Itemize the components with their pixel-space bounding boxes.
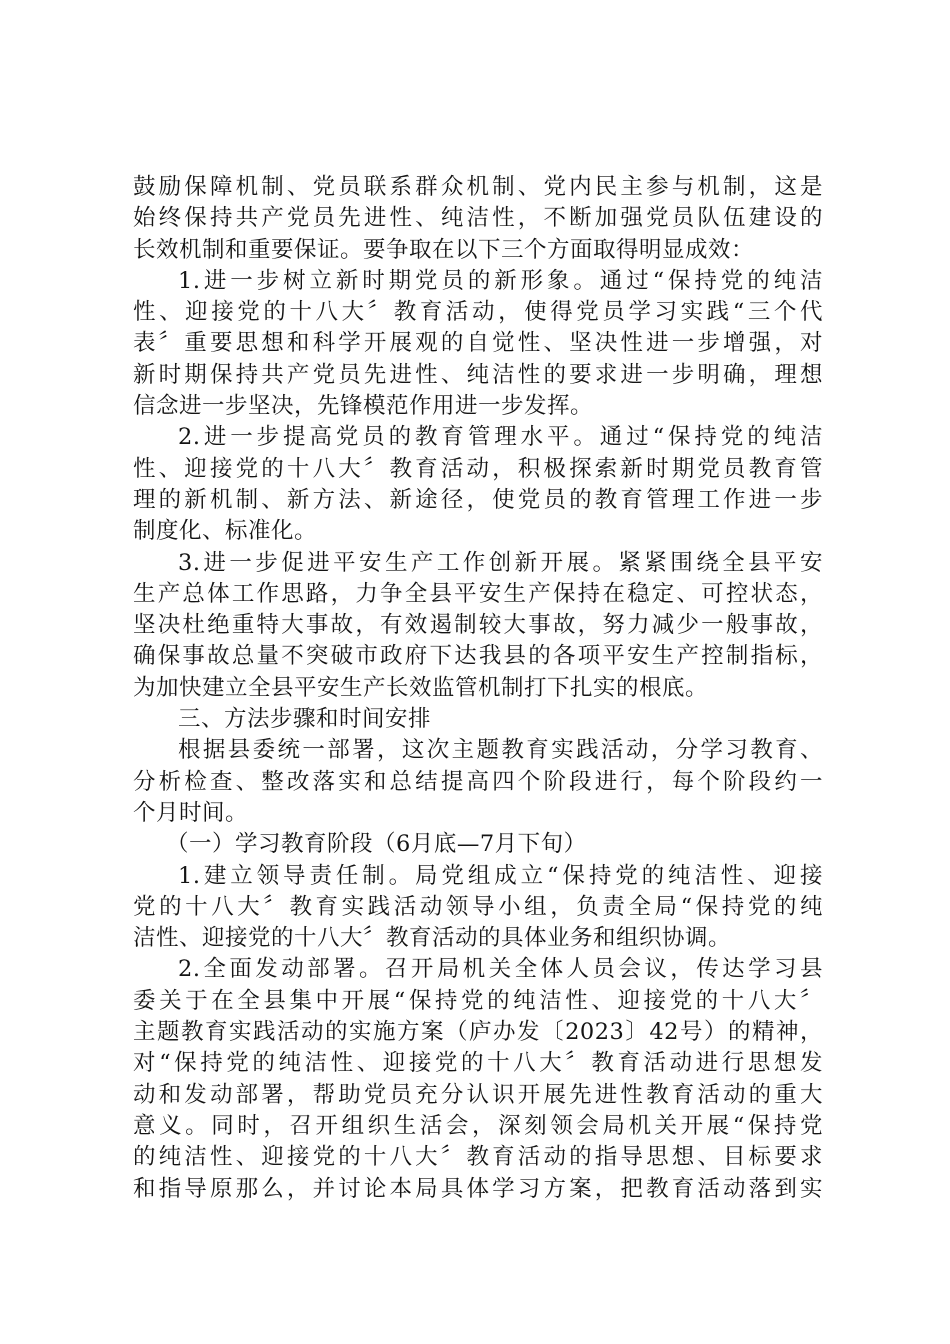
paragraph-mobilization: [133, 954, 823, 1204]
text-line: 根据县委统一部署，这次主题教育实践活动，分学习教育、: [178, 737, 823, 764]
text-line: 个月时间。: [133, 799, 249, 826]
text-line: 分析检查、整改落实和总结提高四个阶段进行，每个阶段约一: [133, 768, 823, 795]
paragraph-four-stages: [133, 735, 823, 829]
text-line: 生产总体工作思路，力争全县平安生产保持在稳定、可控状态，: [133, 580, 823, 607]
section-heading-methods: [133, 704, 823, 735]
text-line: 理的新机制、新方法、新途径，使党员的教育管理工作进一步: [133, 486, 823, 513]
text-line: 动和发动部署，帮助党员充分认识开展先进性教育活动的重大: [133, 1081, 823, 1108]
text-line: 2.进一步提高党员的教育管理水平。通过“保持党的纯洁: [178, 424, 823, 451]
text-line: 1.建立领导责任制。局党组成立“保持党的纯洁性、迎接: [178, 862, 823, 889]
text-line: 党的十八大〞教育实践活动领导小组，负责全局“保持党的纯: [133, 893, 823, 920]
paragraph-mechanism: [133, 172, 823, 266]
heading-text: （一）学习教育阶段（6月底—7月下旬）: [166, 831, 587, 858]
text-line: 坚决杜绝重特大事故，有效遏制较大事故，努力减少一般事故，: [133, 612, 823, 639]
text-line: 性、迎接党的十八大〞教育活动，使得党员学习实践“三个代: [133, 299, 823, 326]
text-line: 对“保持党的纯洁性、迎接党的十八大〞教育活动进行思想发: [133, 1050, 823, 1077]
text-line: 始终保持共产党员先进性、纯洁性，不断加强党员队伍建设的: [133, 205, 823, 232]
paragraph-responsibility: [133, 861, 823, 955]
text-line: 信念进一步坚决，先锋模范作用进一步发挥。: [133, 393, 594, 420]
text-line: 为加快建立全县平安生产长效监管机制打下扎实的根底。: [133, 674, 709, 701]
text-line: 确保事故总量不突破市政府下达我县的各项平安生产控制指标，: [133, 643, 823, 670]
text-line: 洁性、迎接党的十八大〞教育活动的具体业务和组织协调。: [133, 925, 732, 952]
text-line: 表〞重要思想和科学开展观的自觉性、坚决性进一步增强，对: [133, 330, 823, 357]
document-body: [133, 172, 823, 1205]
heading-text: 三、方法步骤和时间安排: [178, 706, 432, 733]
text-line: 鼓励保障机制、党员联系群众机制、党内民主参与机制，这是: [133, 174, 823, 200]
text-line: 的纯洁性、迎接党的十八大〞教育活动的指导思想、目标要求: [133, 1144, 823, 1171]
subsection-heading-study-stage: [133, 829, 823, 860]
text-line: 主题教育实践活动的实施方案（庐办发〔2023〕42号）的精神，: [133, 1019, 823, 1046]
text-line: 和指导原那么，并讨论本局具体学习方案，把教育活动落到实: [133, 1175, 823, 1202]
text-line: 2.全面发动部署。召开局机关全体人员会议，传达学习县: [178, 956, 823, 983]
text-line: 3.进一步促进平安生产工作创新开展。紧紧围绕全县平安: [178, 549, 823, 576]
text-line: 1.进一步树立新时期党员的新形象。通过“保持党的纯洁: [178, 267, 823, 294]
text-line: 意义。同时，召开组织生活会，深刻领会局机关开展“保持党: [133, 1112, 823, 1139]
paragraph-item-3-safety: [133, 548, 823, 704]
text-line: 长效机制和重要保证。要争取在以下三个方面取得明显成效：: [133, 236, 755, 263]
text-line: 委关于在全县集中开展“保持党的纯洁性、迎接党的十八大〞: [133, 987, 823, 1014]
text-line: 制度化、标准化。: [133, 518, 318, 545]
paragraph-item-2-education: [133, 422, 823, 547]
text-line: 新时期保持共产党员先进性、纯洁性的要求进一步明确，理想: [133, 361, 823, 388]
paragraph-item-1-new-image: [133, 266, 823, 422]
text-line: 性、迎接党的十八大〞教育活动，积极探索新时期党员教育管: [133, 455, 823, 482]
